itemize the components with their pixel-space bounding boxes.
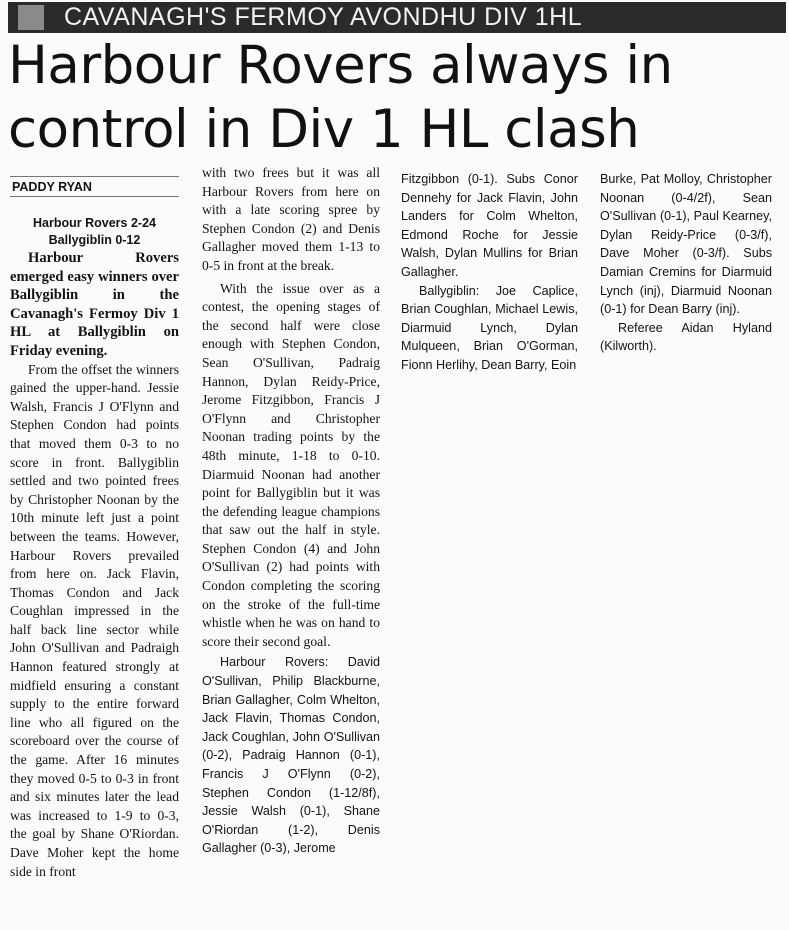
team-harbour-rovers-cont: Fitzgibbon (0-1). Subs Conor Dennehy for Jack Flavin, John Landers for Colm Whelton, Edmond Roche for Jessie Walsh, Dylan Mullins for Brian Gallagher. — [401, 172, 578, 279]
team-harbour-rovers: Harbour Rovers: David O'Sullivan, Philip Blackburne, Brian Gallagher, Colm Whelton, Jack Flavin, Thomas Condon, Jack Coughlan, John O'Sullivan (0-2), Padraig Hannon (0-1), Francis J O'Flynn (0-2), Stephen Condon (1-12/8f), Jessie Walsh (0-1), Shane O'Riordan (1-2), Denis Gallagher (0-3), Jerome — [202, 655, 380, 856]
column-2 — [202, 164, 380, 858]
score-line-1: Harbour Rovers 2-24 — [33, 216, 156, 230]
column-1 — [10, 172, 179, 881]
paragraph-1: From the offset the winners gained the upper-hand. Jessie Walsh, Francis J O'Flynn and Stephen Condon had points that moved them 0-3 to no score in front. Ballygiblin settled and two pointed frees by Christopher Noonan by the 10th minute left just a point between the teams. However, Harbour Rovers prevailed from here on. Jack Flavin, Thomas Condon and Jack Coughlan impressed in the half back line sector while John O'Sullivan and Padraigh Hannon featured strongly at midfield ensuring a constant supply to the entire forward line who all figured on the scoreboard over the course of the game. After 16 minutes they moved 0-5 to 0-3 in front and six minutes later the lead was increased to 1-9 to 0-3, the goal by Shane O'Riordan. Dave Moher kept the home side in front — [10, 361, 179, 879]
banner-block-decoration — [18, 5, 44, 30]
paragraph-3: With the issue over as a contest, the opening stages of the second half were close enough with Stephen Condon, Sean O'Sullivan, Padraig Hannon, Dylan Reidy-Price, Jerome Fitzgibbon, Francis J O'Flynn and Christopher Noonan trading points by the 48th minute, 1-18 to 0-10. Diarmuid Noonan had another point for Ballygiblin but it was the defending league champions that saw out the half in style. Stephen Condon (4) and John O'Sullivan (2) had points with Condon completing the scoring on the stroke of the full-time whistle when he was on hand to score their second goal. — [202, 280, 380, 649]
referee: Referee Aidan Hyland (Kilworth). — [600, 320, 772, 354]
column-3 — [401, 170, 578, 375]
headline: Harbour Rovers always in control in Div 1 HL clash — [8, 35, 673, 160]
column-4 — [600, 170, 772, 356]
section-banner — [8, 2, 786, 33]
team-ballygiblin: Ballygiblin: Joe Caplice, Brian Coughlan, Michael Lewis, Diarmuid Lynch, Dylan Mulqueen, Brian O'Gorman, Fionn Herlihy, Dean Barry, Eoin — [401, 283, 578, 372]
paragraph-2: with two frees but it was all Harbour Rovers from here on with a late scoring spree by Stephen Condon (2) and Denis Gallagher moved them 1-13 to 0-5 in front at the break. — [202, 165, 380, 273]
score-line-2: Ballygiblin 0-12 — [48, 233, 141, 247]
section-banner-text: CAVANAGH'S FERMOY AVONDHU DIV 1HL — [64, 3, 583, 31]
byline: PADDY RYAN — [10, 176, 179, 197]
standfirst: Harbour Rovers emerged easy winners over Ballygiblin in the Cavanagh's Fermoy Div 1 HL at Ballygiblin on Friday evening. — [10, 250, 179, 359]
team-ballygiblin-cont: Burke, Pat Molloy, Christopher Noonan (0-4/2f), Sean O'Sullivan (0-1), Paul Kearney, Dylan Reidy-Price (0-3/f), Dave Moher (0-3/f). Subs Damian Cremins for Diarmuid Lynch (inj), Diarmuid Noonan (0-1) for Dean Barry (inj). — [600, 172, 772, 317]
